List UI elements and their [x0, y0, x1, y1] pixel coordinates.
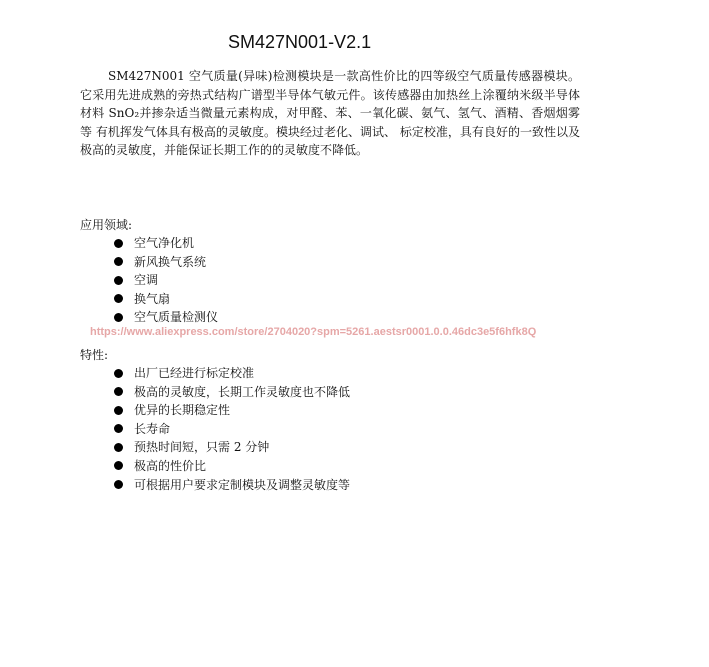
bullet-icon: [114, 387, 123, 396]
list-item-text: 极高的灵敏度，长期工作灵敏度也不降低: [134, 384, 351, 399]
bullet-icon: [114, 424, 123, 433]
applications-heading: 应用领域:: [80, 218, 133, 232]
list-item-text: 出厂已经进行标定校准: [134, 366, 255, 380]
list-item: [114, 271, 218, 290]
bullet-icon: [114, 369, 123, 378]
list-item-text: 换气扇: [134, 291, 171, 306]
list-item: [114, 420, 350, 439]
bullet-icon: [114, 406, 123, 415]
list-item-text: 优异的长期稳定性: [134, 403, 231, 418]
list-item: [114, 253, 218, 272]
list-item-text: 新风换气系统: [134, 254, 207, 269]
list-item-text: 长寿命: [134, 421, 171, 436]
list-item: [114, 290, 218, 309]
bullet-icon: [114, 313, 123, 322]
bullet-icon: [114, 276, 123, 285]
bullet-icon: [114, 480, 123, 489]
bullet-icon: [114, 294, 123, 303]
list-item: [114, 438, 350, 457]
document-title: SM427N001-V2.1: [228, 32, 372, 52]
list-item: [114, 476, 350, 495]
list-item-text: 空调: [134, 273, 159, 288]
list-item-text: 可根据用户要求定制模块及调整灵敏度等: [134, 477, 351, 492]
list-item: [114, 383, 350, 402]
list-item-text: 极高的性价比: [134, 458, 207, 473]
features-list: [114, 364, 350, 494]
list-item: [114, 457, 350, 476]
intro-paragraph: SM427N001 空气质量(异味)检测模块是一款高性价比的四等级空气质量传感器模块。它采用先进成熟的旁热式结构广谱型半导体气敏元件。该传感器由加热丝上涂覆纳米级半导体材料 SnO₂并掺杂适当微量元素构成，对甲醛、苯、一氧化碳、氨气、氢气、酒精、香烟烟雾等 有机挥发气体具有极高的灵敏度。模块经过老化、调试、 标定校准，具有良好的一致性以及极高的灵敏度，并能保证长期工作的的灵敏度不降低。: [80, 69, 580, 157]
features-heading: 特性:: [80, 348, 109, 362]
bullet-icon: [114, 461, 123, 470]
list-item: [114, 401, 350, 420]
list-item-text: 空气净化机: [134, 236, 195, 250]
bullet-icon: [114, 257, 123, 266]
applications-list: [114, 234, 218, 327]
store-url-watermark: https://www.aliexpress.com/store/2704020?spm=5261.aestsr0001.0.0.46dc3e5f6hfk8Q: [90, 326, 537, 338]
list-item: [114, 234, 218, 253]
list-item-text: 预热时间短，只需 2 分钟: [134, 440, 270, 455]
list-item: [114, 364, 350, 383]
bullet-icon: [114, 239, 123, 248]
bullet-icon: [114, 443, 123, 452]
list-item-text: 空气质量检测仪: [134, 310, 219, 325]
